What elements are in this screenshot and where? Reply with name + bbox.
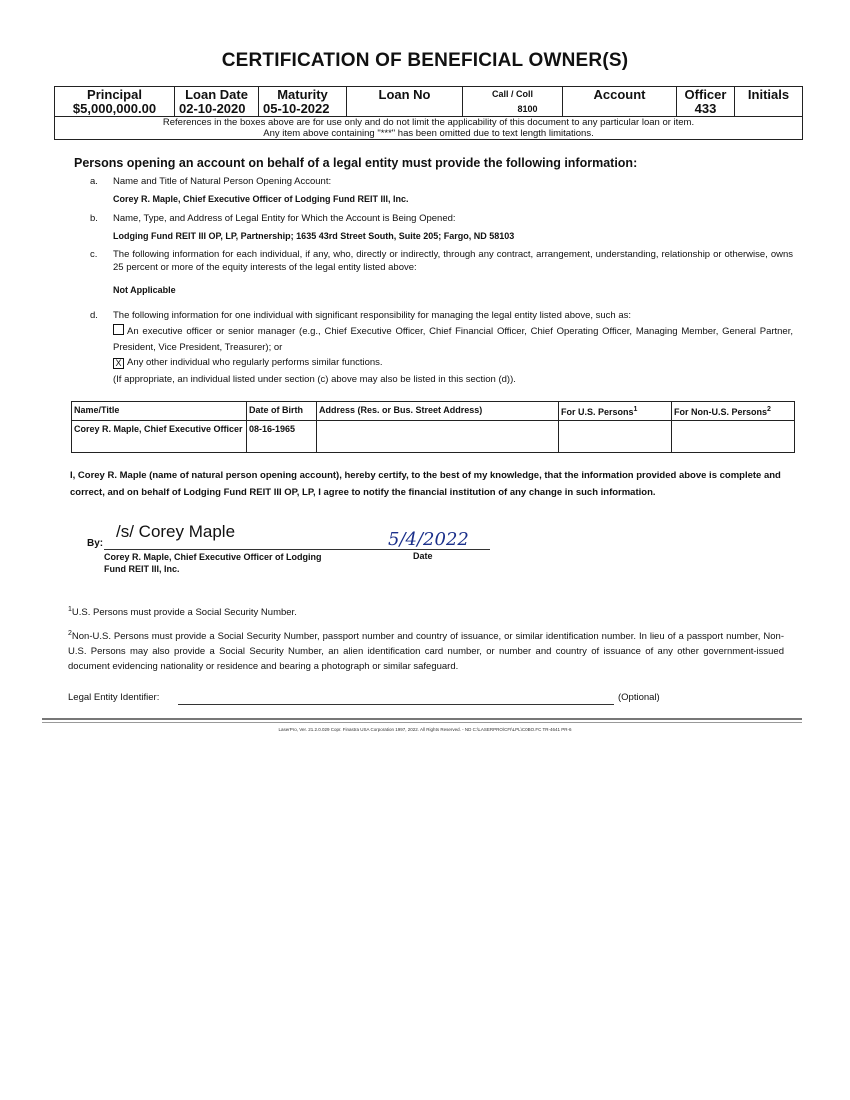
document-title: CERTIFICATION OF BENEFICIAL OWNER(S) bbox=[221, 50, 629, 71]
item-d-option1 bbox=[113, 324, 793, 356]
address-header: Address (Res. or Bus. Street Address) bbox=[317, 402, 559, 421]
call-coll-header: Call / Coll bbox=[491, 89, 533, 99]
loan-no-cell bbox=[347, 87, 463, 117]
signature-text: /s/ Corey Maple bbox=[116, 522, 236, 541]
item-d-option2 bbox=[113, 356, 383, 369]
call-coll-value: 8100 bbox=[517, 104, 538, 114]
item-d-note: (If appropriate, an individual listed under section (c) above may also be listed in this section (d)). bbox=[113, 374, 516, 385]
person-non-us-id bbox=[672, 421, 795, 453]
loan-table-note-row bbox=[55, 117, 803, 140]
lei-optional-label: (Optional) bbox=[618, 692, 660, 703]
footnote-2-text: Non-U.S. Persons must provide a Social Security Number, passport number and country of issuance, or similar identification number. In lieu of a passport number, Non-U.S. Persons may also provide a Social Security Number, an alien identification card number, or number and country of issuance of any other government-issued document evidencing nationality or residence and bearing a photograph or similar safeguard. bbox=[68, 631, 784, 673]
footnote-1-text: U.S. Persons must provide a Social Security Number. bbox=[71, 607, 297, 619]
loan-info-table bbox=[54, 86, 803, 140]
person-us-id bbox=[559, 421, 672, 453]
account-header: Account bbox=[593, 87, 646, 102]
call-coll-cell bbox=[463, 87, 563, 117]
loan-table-row bbox=[55, 87, 803, 117]
person-address bbox=[317, 421, 559, 453]
item-b-letter: b. bbox=[90, 213, 98, 224]
option1-checkbox[interactable] bbox=[113, 324, 124, 335]
option2-checkbox[interactable]: X bbox=[113, 358, 124, 369]
principal-cell bbox=[55, 87, 175, 117]
non-us-persons-sup: 2 bbox=[767, 406, 771, 413]
item-c-text: The following information for each individual, if any, who, directly or indirectly, through any contract, arrangement, understanding, relationship or otherwise, owns 25 percent or more of the equity interests of the legal entity listed above: bbox=[113, 249, 793, 273]
officer-value: 433 bbox=[694, 101, 717, 116]
item-d-option1-text: An executive officer or senior manager (e.g., Chief Executive Officer, Chief Financial Officer, Chief Operating Officer, Managing Member, General Partner, President, Vice President, Treasurer); or bbox=[113, 326, 793, 353]
non-us-persons-label: For Non-U.S. Persons bbox=[674, 407, 768, 417]
signature-date: 5/4/2022 bbox=[388, 529, 469, 550]
date-line bbox=[372, 549, 490, 550]
principal-value: $5,000,000.00 bbox=[72, 101, 157, 116]
lei-input[interactable] bbox=[178, 692, 614, 705]
item-b-answer: Lodging Fund REIT III OP, LP, Partnership; 1635 43rd Street South, Suite 205; Fargo, ND 58103 bbox=[113, 231, 515, 241]
loan-no-header: Loan No bbox=[378, 87, 431, 102]
loan-date-header: Loan Date bbox=[185, 87, 248, 102]
signer-line1: Corey R. Maple, Chief Executive Officer of Lodging bbox=[104, 552, 322, 562]
item-d-letter: d. bbox=[90, 310, 98, 321]
footnote-1 bbox=[68, 602, 297, 620]
footer-rule-secondary bbox=[42, 722, 802, 723]
account-cell bbox=[563, 87, 677, 117]
footnote-1-mark: 1 bbox=[68, 606, 72, 613]
reference-note-line1: References in the boxes above are for use only and do not limit the applicability of this document to any particular loan or item. bbox=[162, 117, 695, 128]
principal-header: Principal bbox=[87, 87, 142, 102]
person-dob: 08-16-1965 bbox=[247, 421, 317, 453]
by-label: By: bbox=[87, 538, 104, 549]
maturity-header: Maturity bbox=[277, 87, 328, 102]
reference-note bbox=[55, 117, 803, 140]
maturity-value: 05-10-2022 bbox=[263, 101, 330, 116]
item-d-text: The following information for one individual with significant responsibility for managing the legal entity listed above, such as: bbox=[113, 310, 632, 321]
footer-text: LaserPro, Ver. 21.2.0.029 Copr. Finastra USA Corporation 1997, 2022. All Rights Reserved. - ND C:\LASERPRO\CFI\LPL\C0BO.FC TR-4641 PR-6 bbox=[278, 727, 572, 732]
date-label: Date bbox=[413, 551, 433, 561]
us-persons-label: For U.S. Persons bbox=[561, 407, 634, 417]
non-us-persons-header bbox=[672, 402, 795, 421]
loan-date-value: 02-10-2020 bbox=[179, 101, 246, 116]
initials-header: Initials bbox=[747, 87, 790, 102]
certification-statement: I, Corey R. Maple (name of natural person opening account), hereby certify, to the best of my knowledge, that the information provided above is complete and correct, and on behalf of Lodging Fund REIT III OP, LP, I agree to notify the financial institution of any change in such information. bbox=[70, 470, 781, 498]
reference-note-line2: Any item above containing "***" has been omitted due to text length limitations. bbox=[263, 128, 594, 139]
item-c-letter: c. bbox=[90, 249, 98, 260]
us-persons-sup: 1 bbox=[633, 406, 638, 413]
us-persons-header bbox=[559, 402, 672, 421]
person-name-title: Corey R. Maple, Chief Executive Officer bbox=[72, 421, 247, 453]
item-a-answer: Corey R. Maple, Chief Executive Officer of Lodging Fund REIT III, Inc. bbox=[113, 194, 409, 204]
item-a-letter: a. bbox=[90, 176, 98, 187]
initials-cell bbox=[735, 87, 803, 117]
officer-header: Officer bbox=[684, 87, 727, 102]
name-title-header: Name/Title bbox=[72, 402, 247, 421]
lei-label: Legal Entity Identifier: bbox=[68, 692, 160, 703]
officer-cell bbox=[677, 87, 735, 117]
table-row bbox=[72, 421, 795, 453]
maturity-cell bbox=[259, 87, 347, 117]
section-heading: Persons opening an account on behalf of a legal entity must provide the following information: bbox=[74, 156, 638, 170]
item-b-text: Name, Type, and Address of Legal Entity for Which the Account is Being Opened: bbox=[113, 213, 456, 224]
item-c-answer: Not Applicable bbox=[113, 285, 176, 295]
signer-line2: Fund REIT III, Inc. bbox=[104, 564, 180, 574]
loan-date-cell bbox=[175, 87, 259, 117]
item-a-text: Name and Title of Natural Person Opening Account: bbox=[113, 176, 332, 187]
dob-header: Date of Birth bbox=[247, 402, 317, 421]
footnote-2-mark: 2 bbox=[68, 630, 72, 637]
persons-table bbox=[71, 401, 795, 453]
item-d-option2-text: Any other individual who regularly performs similar functions. bbox=[127, 357, 383, 368]
persons-header-row bbox=[72, 402, 795, 421]
footnote-2 bbox=[68, 626, 784, 674]
signature-line bbox=[104, 549, 380, 550]
signer-name bbox=[104, 551, 322, 575]
footer-rule bbox=[42, 718, 802, 720]
